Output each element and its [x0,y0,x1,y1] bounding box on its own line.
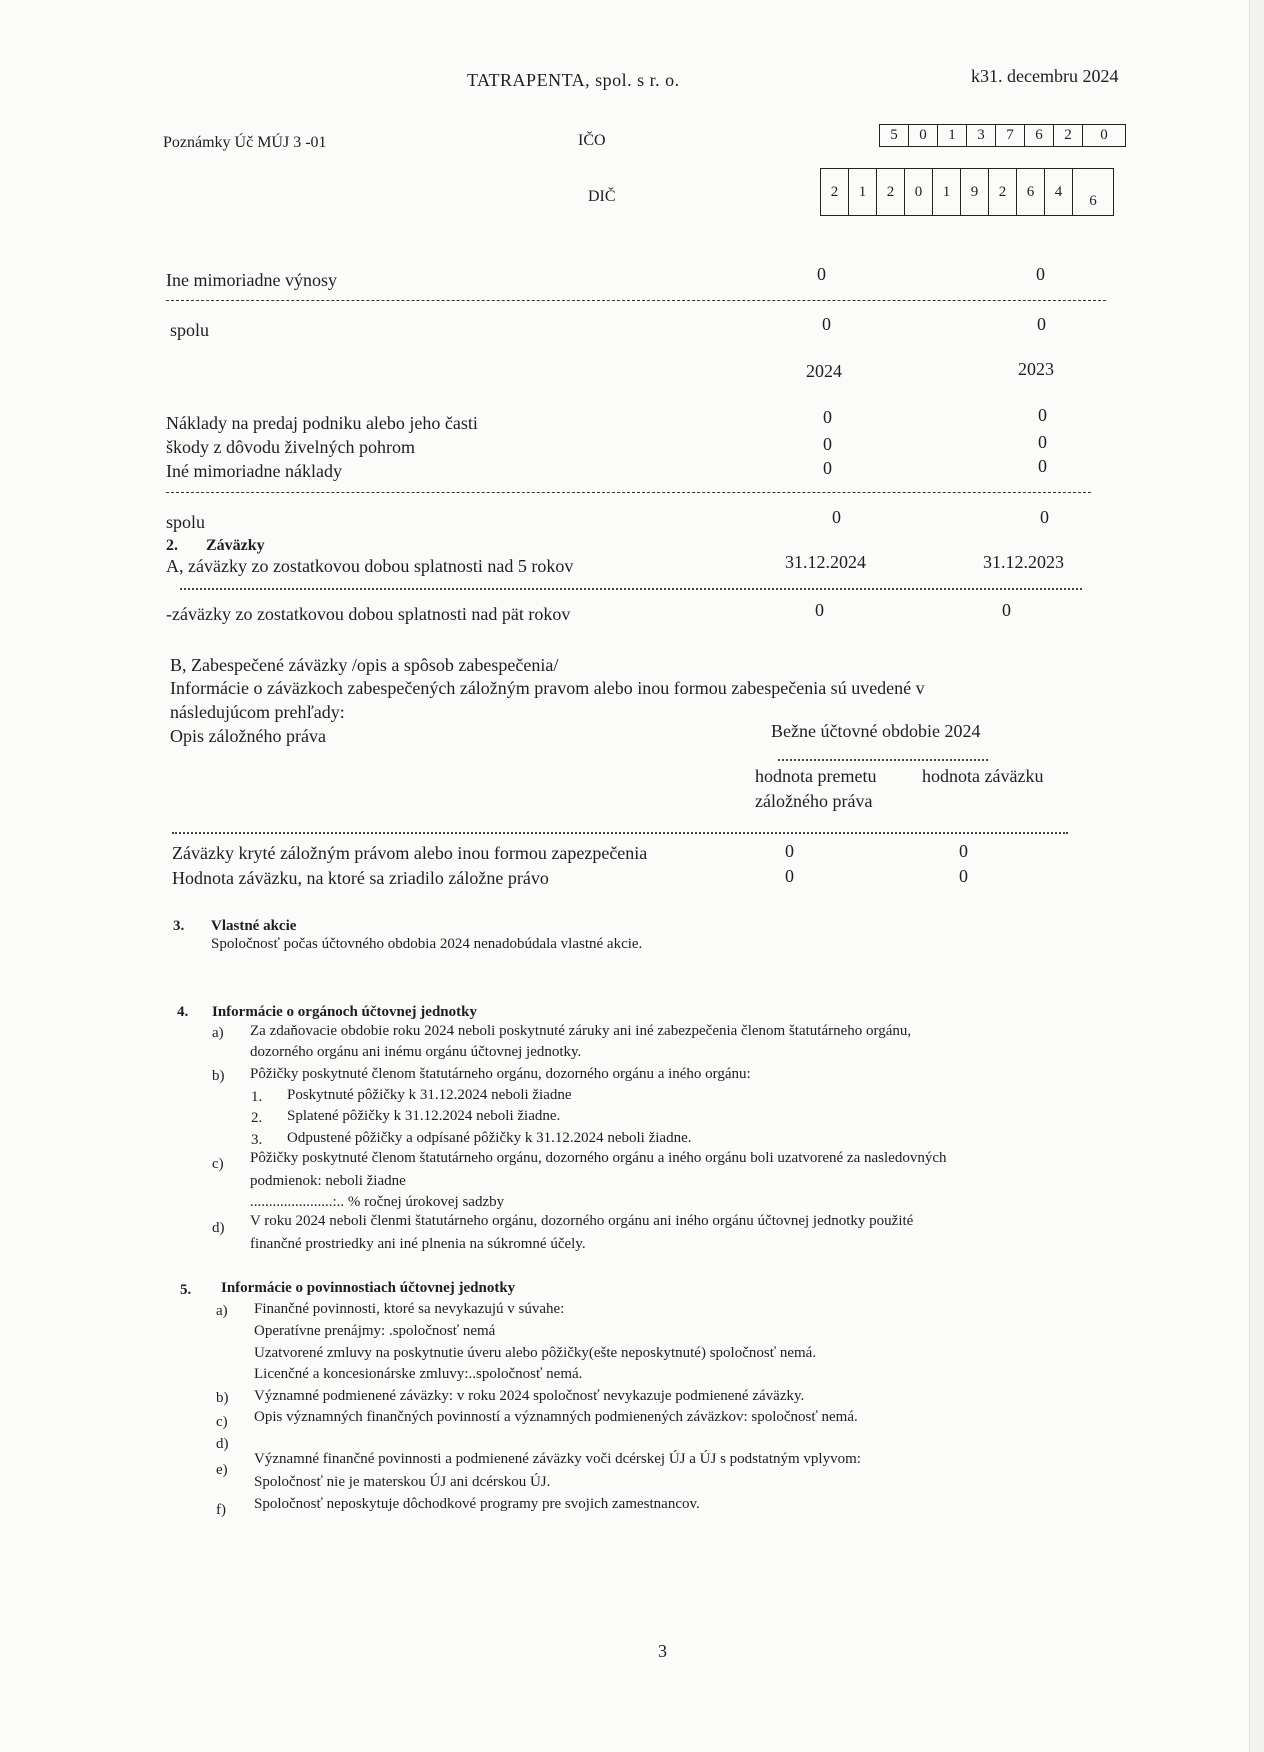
company-name: TATRAPENTA, spol. s r. o. [467,70,680,90]
ico-digit: 7 [996,125,1025,146]
dic-digit: 1 [933,169,961,215]
income-total-v2: 0 [1037,314,1046,334]
section-5a-line2: Operatívne prenájmy: .spoločnosť nemá [254,1323,496,1339]
section-4c-line1: Pôžičky poskytnuté členom štatutárneho orgánu, dozorného orgánu a iného orgánu boli uzatvorené za nasledovných [250,1150,947,1166]
section-5f-text: Spoločnosť neposkytuje dôchodkové programy pre svojich zamestnancov. [254,1496,700,1512]
pledge-description-label: Opis záložného práva [170,726,326,746]
dic-digit: 2 [821,169,849,215]
dotted-divider [172,832,1068,834]
section-5e-line2: Spoločnosť nie je materskou ÚJ ani dcérskou ÚJ. [254,1474,551,1490]
cost-row-v2: 0 [1038,405,1047,425]
date-2024: 31.12.2024 [785,552,866,572]
income-row-v2: 0 [1036,264,1045,284]
list-marker: d) [212,1220,225,1236]
scan-edge [1249,0,1264,1752]
dic-label: DIČ [588,188,616,205]
section-2-number: 2. [166,537,178,554]
pledge-value-header-line2: záložného práva [755,791,873,811]
list-marker: a) [216,1303,228,1319]
section-5a-line1: Finančné povinnosti, ktoré sa nevykazujú v súvahe: [254,1301,565,1317]
report-date: k31. decembru 2024 [971,66,1119,86]
cost-row-v2: 0 [1038,432,1047,452]
section-4d-line2: finančné prostriedky ani iné plnenia na súkromné účely. [250,1236,586,1252]
section-5c-text: Opis významných finančných povinností a významných podmienených záväzkov: spoločnosť nemá. [254,1409,858,1425]
list-marker: f) [216,1502,226,1518]
page-number: 3 [658,1641,667,1661]
cost-row-label: škody z dôvodu živelných pohrom [166,437,415,457]
secured-row-label: Záväzky kryté záložným právom alebo inou formou zapezpečenia [172,843,648,863]
cost-total-v1: 0 [832,507,841,527]
ico-digit: 5 [880,125,909,146]
ico-digit: 2 [1054,125,1083,146]
section-4d-line1: V roku 2024 neboli členmi štatutárneho orgánu, dozorného orgánu ani iného orgánu účtovnej jednotky použité [250,1213,914,1229]
income-total-label: spolu [170,320,210,340]
loan-item-text: Poskytnuté pôžičky k 31.12.2024 neboli žiadne [287,1087,572,1103]
section-4a-line2: dozorného orgánu ani inému orgánu účtovnej jednotky. [250,1044,582,1060]
income-row-v1: 0 [817,264,826,284]
loan-item-text: Odpustené pôžičky a odpísané pôžičky k 31.12.2024 neboli žiadne. [287,1130,692,1146]
secured-row-v2: 0 [959,841,968,861]
secured-row-v2: 0 [959,866,968,886]
liabilities-b-label: B, Zabespečené záväzky /opis a spôsob zabespečenia/ [170,655,559,675]
cost-total-label: spolu [166,512,206,532]
loan-item-text: Splatené pôžičky k 31.12.2024 neboli žiadne. [287,1108,561,1124]
ico-digit: 1 [938,125,967,146]
section-3-title: Vlastné akcie [211,918,297,934]
section-5-title: Informácie o povinnostiach účtovnej jednotky [221,1280,516,1296]
cost-row-v1: 0 [823,458,832,478]
date-2023: 31.12.2023 [983,552,1064,572]
section-5a-line4: Licenčné a koncesionárske zmluvy:..spoločnosť nemá. [254,1366,583,1382]
liability-value-header: hodnota záväzku [922,766,1044,786]
list-marker: c) [212,1156,224,1172]
ico-digit: 0 [1100,127,1108,143]
dic-digit: 2 [989,169,1017,215]
dic-digit: 9 [961,169,989,215]
list-marker: c) [216,1414,228,1430]
dotted-divider [778,759,988,761]
secured-row-v1: 0 [785,866,794,886]
cost-total-v2: 0 [1040,507,1049,527]
ico-digit: 3 [967,125,996,146]
section-3-text: Spoločnosť počas účtovného obdobia 2024 nenadobúdala vlastné akcie. [211,936,643,952]
section-3-number: 3. [173,918,185,934]
cost-row-v1: 0 [823,434,832,454]
dotted-divider [180,588,1082,590]
section-4c-line3: ......................:.. % ročnej úrokovej sadzby [250,1194,505,1210]
dic-digit: 1 [849,169,877,215]
dic-boxes [820,168,1114,216]
section-5e-line1: Významné finančné povinnosti a podmienené záväzky voči dcérskej ÚJ a ÚJ s podstatným vplyvom: [254,1451,861,1467]
section-5-number: 5. [180,1282,192,1298]
dic-digit: 4 [1045,169,1073,215]
dashed-divider [166,300,1106,301]
cost-row-label: Náklady na predaj podniku alebo jeho časti [166,413,478,433]
list-marker: a) [212,1025,224,1041]
income-total-v1: 0 [822,314,831,334]
section-4c-line2: podmienok: neboli žiadne [250,1173,406,1189]
loan-item-number: 3. [251,1132,263,1148]
year-2024-header: 2024 [806,361,842,381]
cost-row-v2: 0 [1038,456,1047,476]
dic-digit: 2 [877,169,905,215]
current-period-label: Bežne účtovné obdobie 2024 [771,721,981,741]
pledge-value-header-line1: hodnota premetu [755,766,877,786]
secured-row-v1: 0 [785,841,794,861]
loan-item-number: 1. [251,1089,263,1105]
cost-row-v1: 0 [823,407,832,427]
income-row-label: Ine mimoriadne výnosy [166,270,337,290]
liabilities-a-label: A, záväzky zo zostatkovou dobou splatnosti nad 5 rokov [166,556,574,576]
secured-row-label: Hodnota záväzku, na ktoré sa zriadilo záložne právo [172,868,549,888]
section-4b-text: Pôžičky poskytnuté členom štatutárneho orgánu, dozorného orgánu a iného orgánu: [250,1066,751,1082]
list-marker: e) [216,1462,228,1478]
section-5b-text: Významné podmienené záväzky: v roku 2024 spoločnosť nevykazuje podmienené záväzky. [254,1388,805,1404]
list-marker: b) [216,1390,229,1406]
liabilities-a-row-v1: 0 [815,600,824,620]
ico-digit: 6 [1025,125,1054,146]
dic-digit: 6 [1017,169,1045,215]
liabilities-b-info-line1: Informácie o záväzkoch zabespečených záložným pravom alebo inou formou zabespečenia sú uvedené v [170,678,925,698]
dashed-divider [166,492,1091,493]
section-4-title: Informácie o orgánoch účtovnej jednotky [212,1004,477,1020]
year-2023-header: 2023 [1018,359,1054,379]
loan-item-number: 2. [251,1110,263,1126]
section-4a-line1: Za zdaňovacie obdobie roku 2024 neboli poskytnuté záruky ani iné zabezpečenia členom štatutárneho orgánu, [250,1023,912,1039]
notes-label: Poznámky Úč MÚJ 3 -01 [163,134,327,151]
cost-row-label: Iné mimoriadne náklady [166,461,342,481]
liabilities-a-row-label: -záväzky zo zostatkovou dobou splatnosti nad pät rokov [166,604,571,624]
dic-digit: 6 [1089,193,1097,209]
list-marker: d) [216,1436,229,1452]
section-4-number: 4. [177,1004,189,1020]
ico-digit: 0 [909,125,938,146]
ico-label: IČO [578,132,606,149]
section-5a-line3: Uzatvorené zmluvy na poskytnutie úveru alebo pôžičky(ešte neposkytnuté) spoločnosť nemá. [254,1345,817,1361]
list-marker: b) [212,1068,225,1084]
section-2-title: Záväzky [206,537,265,554]
liabilities-a-row-v2: 0 [1002,600,1011,620]
dic-digit: 0 [905,169,933,215]
ico-boxes [879,124,1126,147]
liabilities-b-info-line2: následujúcom prehľady: [170,702,345,722]
